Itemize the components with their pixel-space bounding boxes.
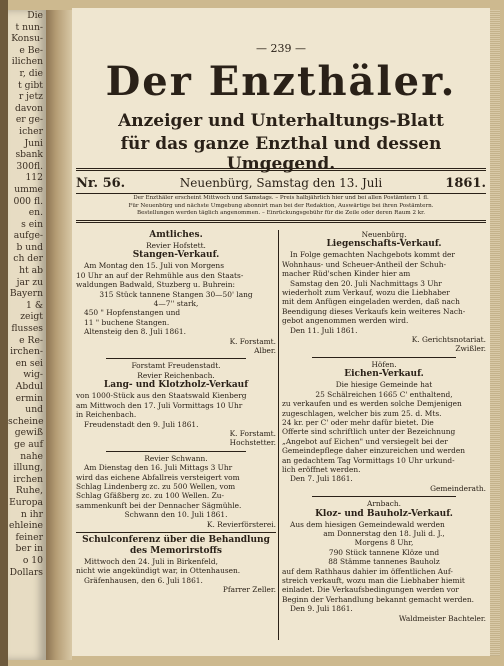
left-page-text-fragment: Die — [27, 10, 43, 21]
text-line: Revier Reichenbach. — [137, 370, 215, 380]
text-line: mit dem Anfügen eingeladen werden, daß nach — [282, 297, 460, 307]
text-line: Arnbach. — [366, 499, 402, 509]
text-line: K. Forstamt. — [229, 336, 276, 346]
text-line: Aus dem hiesigen Gemeindewald werden — [290, 519, 445, 529]
left-page-text-fragment: o 10 — [22, 554, 43, 566]
text-line: In Folge gemachten Nachgebots kommt der — [290, 250, 455, 260]
left-page-text-fragment: er ge- — [15, 114, 43, 126]
left-page-text-fragment: n ihr — [20, 508, 43, 520]
text-line: Beginn der Verhandlung bekannt gemacht werden. — [282, 594, 474, 604]
notice-heading: des Memorirstoffs — [129, 545, 223, 556]
left-page-text-fragment: t nun- — [15, 21, 43, 33]
left-page-text-fragment: t gibt — [17, 79, 43, 91]
text-line: zu verkaufen und es werden solche Demjenigen — [282, 399, 462, 409]
issue-year: 1861. — [445, 176, 486, 191]
left-page-text-fragment: umme — [14, 183, 43, 195]
text-line: Gemeinderath. — [430, 483, 486, 493]
left-page-text-fragment: Konsu- — [11, 33, 43, 45]
text-line: von 1000-Stück aus den Staatswald Kienberg — [76, 391, 247, 401]
left-page-text-fragment: ermin — [15, 392, 43, 404]
text-line: Gemeindepflege daher einzureichen und werden — [282, 446, 466, 456]
text-line: sammenkunft bei der Dennacher Sägmühle. — [76, 500, 242, 510]
subtitle-line-1: Anzeiger und Unterhaltungs-Blatt — [118, 111, 444, 131]
text-line: 11 " buchene Stangen. — [84, 317, 170, 327]
left-page-text-fragment: r jetz — [18, 91, 43, 103]
text-line: K. Gerichtsnotariat. — [411, 335, 486, 345]
text-line: „Angebot auf Eichen" und versiegelt bei der — [282, 436, 448, 446]
text-line: Altensteig den 8. Juli 1861. — [84, 327, 186, 337]
text-line: Schwann den 10. Juli 1861. — [124, 510, 228, 520]
left-page-text-fragment: 112 — [25, 172, 43, 184]
issue-rule — [76, 193, 486, 194]
text-line: 450 " Hopfenstangen und — [84, 308, 181, 318]
left-page-text-fragment: flusses — [11, 323, 43, 335]
issue-bar — [76, 176, 486, 194]
subtitle-line-2: für das ganze Enzthal und dessen Umgegend. — [120, 134, 442, 174]
left-page-text-fragment: Ruhe, — [15, 485, 43, 497]
text-line: streich verkauft, wozu man die Liebhaber hiemit — [282, 576, 465, 585]
notice-line: Der Enzthäler erscheint Mittwoch und Samstags. – Preis halbjährlich hier und bei allen Postämtern 1 fl. — [133, 195, 429, 201]
text-line: nicht wie angekündigt war, in Ottenhausen. — [76, 566, 241, 576]
notice-heading: Kloz- und Bauholz-Verkauf. — [315, 508, 453, 519]
section-divider — [312, 357, 456, 358]
text-line: Samstag den 20. Juli Nachmittags 3 Uhr — [290, 278, 442, 288]
text-line: Morgens 8 Uhr, — [354, 538, 414, 548]
text-line: auf dem Rathhaus dahier im öffentlichen Auf- — [282, 566, 453, 576]
section-divider — [106, 451, 246, 452]
page-edges — [490, 10, 500, 656]
left-page-text-fragment: Juni — [24, 137, 43, 149]
text-line: Den 9. Juli 1861. — [290, 604, 353, 614]
left-page-fragment — [8, 10, 46, 660]
left-page-text-fragment: ge auf — [13, 438, 43, 450]
text-line: Freudenstadt den 9. Juli 1861. — [84, 419, 199, 429]
text-line: zugeschlagen, welcher bis zum 25. d. Mts. — [282, 408, 442, 418]
issue-dateline: Neuenbürg, Samstag den 13. Juli — [179, 176, 383, 190]
text-line: Zwißler. — [455, 344, 486, 354]
header-bottom-rule — [76, 220, 486, 223]
notice-heading: Eichen-Verkauf. — [344, 369, 424, 380]
text-line: am Donnerstag den 18. Juli d. J., — [323, 528, 445, 538]
right-column — [282, 230, 486, 623]
left-page-text-fragment: Bayern — [9, 288, 43, 300]
text-line: lich eröffnet werden. — [282, 464, 361, 474]
left-page-text-fragment: scheine — [8, 415, 44, 427]
left-page-text-fragment: ch der — [13, 253, 43, 265]
left-page-text-fragment: wig- — [23, 369, 43, 381]
section-divider — [312, 496, 456, 497]
text-line: Schlag Lindenberg zc. zu 500 Wellen, vom — [76, 481, 236, 491]
notice-heading: Lang- und Klotzholz-Verkauf — [103, 380, 249, 391]
text-line: Mittwoch den 24. Juli in Birkenfeld, — [84, 556, 218, 566]
text-line: Beendigung dieses Verkaufs kein weiteres Nach- — [282, 306, 466, 316]
notice-heading: Amtliches. — [149, 230, 203, 240]
notice-heading: Schulconferenz über die Behandlung — [82, 534, 270, 545]
text-line: Schlag Gfäßberg zc. zu 100 Wellen. Zu- — [76, 491, 225, 501]
left-page-text-fragment: ht ab — [19, 265, 43, 277]
left-page-text-fragment: feiner — [15, 531, 43, 543]
text-line: Pfarrer Zeller. — [222, 585, 276, 595]
text-line: Forstamt Freudenstadt. — [131, 361, 221, 371]
text-line: Am Montag den 15. Juli von Morgens — [84, 261, 224, 271]
text-line: 24 kr. per C' oder mehr dafür bietet. Die — [282, 417, 434, 427]
left-page-text-fragment: nahe — [20, 450, 43, 462]
text-line: Waldmeister Bachteler. — [398, 613, 486, 623]
text-line: 4—7'' stark, — [153, 299, 199, 309]
left-page-text-fragment: icher — [19, 125, 43, 137]
text-line: Den 7. Juli 1861. — [290, 474, 353, 484]
left-page-text-fragment: sbank — [15, 149, 43, 161]
text-line: Gräfenhausen, den 6. Juli 1861. — [84, 575, 203, 585]
left-page-text-fragment: 000 fl. — [13, 195, 43, 207]
newspaper-page — [72, 8, 490, 656]
left-page-text-fragment: gewiß — [14, 427, 43, 439]
left-page-text-fragment: und — [25, 404, 43, 416]
left-page-text-fragment: Europa — [9, 496, 43, 508]
masthead-title: Der Enzthäler. — [105, 58, 457, 105]
text-line: an gedachtem Tag Vormittags 10 Uhr urkund- — [282, 455, 455, 465]
text-line: gebot angenommen werden wird. — [282, 316, 409, 326]
text-line: Neuenbürg. — [361, 230, 407, 239]
subscription-notice — [76, 195, 486, 218]
left-page-text-fragment: en. — [28, 207, 43, 219]
text-line: macher Rüd'schen Kinder hier am — [282, 269, 411, 279]
left-page-text-fragment: 300fl. — [16, 160, 43, 172]
text-line: Hochstetter. — [229, 438, 276, 448]
page-gutter — [46, 10, 72, 660]
text-line: Revier Hofstett. — [146, 241, 206, 250]
text-line: Den 11. Juli 1861. — [290, 325, 358, 335]
text-line: Offerte sind schriftlich unter der Bezeichnung — [282, 427, 456, 437]
text-line: K. Revierförsterei. — [206, 519, 276, 529]
left-page-text-fragment: aufge- — [13, 230, 43, 242]
left-page-text-fragment: Dollars — [9, 566, 43, 578]
column-divider — [278, 230, 279, 640]
left-page-text-fragment: irchen- — [10, 346, 43, 358]
left-page-text-fragment: s ein — [21, 218, 43, 230]
left-page-text-fragment: jar zu — [16, 276, 43, 288]
notice-heading: Liegenschafts-Verkauf. — [326, 239, 442, 250]
left-page-text-fragment: irchen — [13, 473, 43, 485]
left-column — [76, 230, 276, 595]
left-page-text-fragment: illung, — [13, 462, 43, 474]
book-spine — [0, 0, 8, 666]
left-page-text-fragment: b und — [16, 241, 43, 253]
text-line: in Reichenbach. — [76, 410, 137, 420]
text-line: Revier Schwann. — [144, 453, 208, 463]
left-page-text-fragment: e Re- — [19, 334, 43, 346]
left-page-text-fragment: davon — [15, 102, 43, 114]
notice-line: Für Neuenbürg und nächste Umgebung abonnirt man bei der Redaktion, Auswärtige bei ihren Postämtern. — [128, 202, 434, 209]
text-line: wiederholt zum Verkauf, wozu die Liebhaber — [282, 288, 450, 298]
left-page-text-fragment: ilichen — [11, 56, 43, 68]
section-divider — [106, 358, 246, 359]
text-line: einladet. Die Verkaufsbedingungen werden vor — [282, 585, 459, 595]
left-page-text-fragment: en sei — [15, 357, 43, 369]
text-line: 10 Uhr an auf der Rehmühle aus den Staats- — [76, 270, 244, 280]
left-page-text-fragment: zeigt — [20, 311, 43, 323]
notice-line: Bestellungen werden täglich angenommen. – Einrückungsgebühr für die Zeile oder deren Raum 2 kr. — [136, 210, 426, 216]
text-line: 25 Schälreichen 1665 C' enthaltend, — [315, 389, 453, 399]
text-line: 88 Stämme tannenes Bauholz — [328, 557, 440, 567]
left-page-text-fragment: Abdul — [15, 381, 43, 392]
text-line: Alber. — [254, 346, 276, 356]
text-line: Die hiesige Gemeinde hat — [335, 380, 433, 390]
text-line: Höfen. — [371, 359, 397, 369]
issue-number: Nr. 56. — [76, 176, 126, 191]
left-page-text-fragment: e Be- — [19, 44, 43, 56]
left-page-text-fragment: ehleine — [8, 520, 43, 532]
left-page-text-fragment: 1 & — [26, 299, 43, 311]
text-line: am Mittwoch den 17. Juli Vormittags 10 Uhr — [76, 400, 243, 410]
masthead-rule — [76, 168, 486, 171]
text-line: 790 Stück tannene Klöze und — [328, 547, 440, 557]
text-line: wird das eichene Abfallreis versteigert vom — [76, 472, 240, 482]
left-page-text-fragment: ber in — [15, 543, 43, 555]
left-page-text-fragment: r, die — [19, 67, 43, 79]
notice-heading: Stangen-Verkauf. — [132, 250, 220, 261]
page-number: — 239 — — [256, 42, 306, 55]
text-line: K. Forstamt. — [229, 428, 276, 438]
text-line: 315 Stück tannene Stangen 30—50' lang — [99, 289, 253, 299]
text-line: Am Dienstag den 16. Juli Mittags 3 Uhr — [84, 463, 233, 473]
text-line: Wohnhaus- und Scheuer-Antheil der Schuh- — [282, 259, 446, 269]
text-line: waldungen Badwald, Stuzberg u. Buhrein: — [76, 280, 235, 290]
section-divider — [76, 532, 276, 533]
